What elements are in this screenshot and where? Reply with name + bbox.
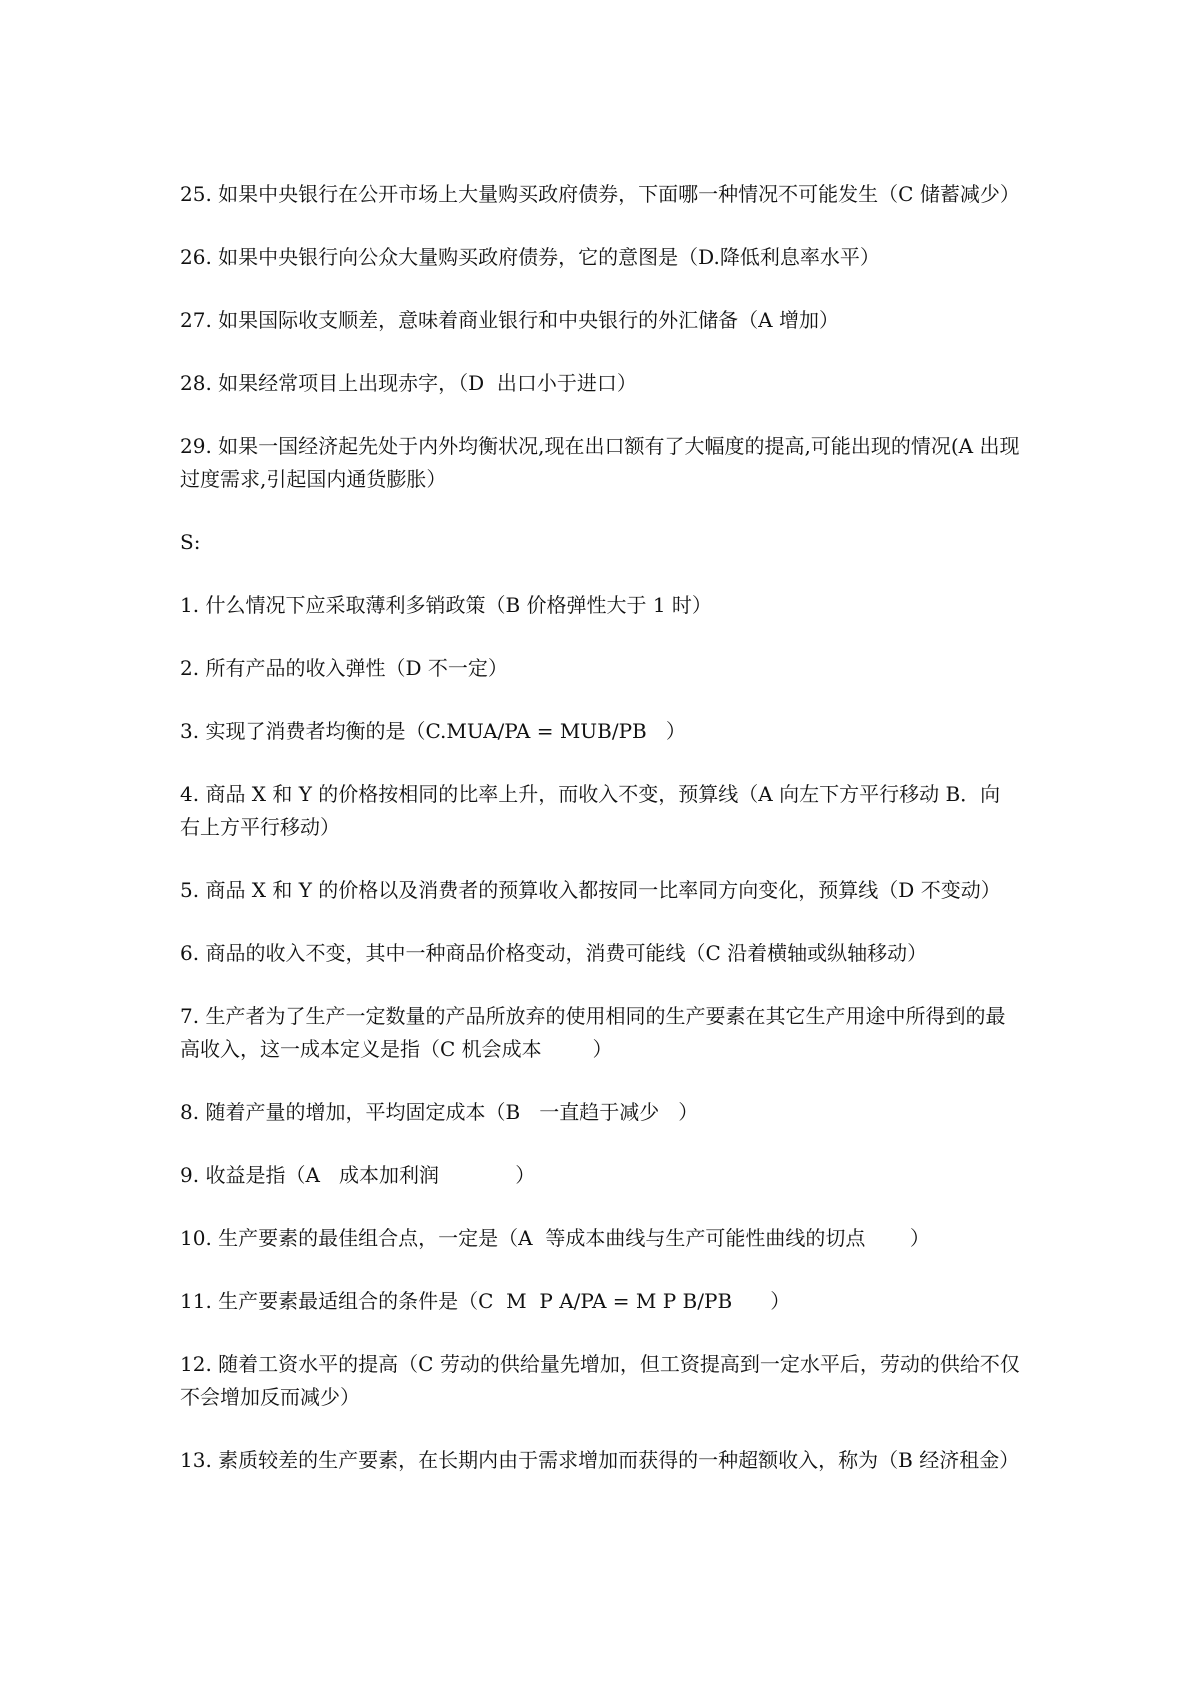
question-s5: 5. 商品 X 和 Y 的价格以及消费者的预算收入都按同一比率同方向变化，预算线（D 不变动）	[180, 878, 1001, 902]
question-28: 28. 如果经常项目上出现赤字，（D 出口小于进口）	[180, 371, 637, 395]
question-s9: 9. 收益是指（A 成本加利润 ）	[180, 1163, 536, 1187]
question-s13: 13. 素质较差的生产要素，在长期内由于需求增加而获得的一种超额收入，称为（B 经济租金）	[180, 1448, 1020, 1472]
question-27: 27. 如果国际收支顺差，意味着商业银行和中央银行的外汇储备（A 增加）	[180, 308, 839, 332]
question-s1: 1. 什么情况下应采取薄利多销政策（B 价格弹性大于 1 时）	[180, 593, 712, 617]
question-s4: 4. 商品 X 和 Y 的价格按相同的比率上升，而收入不变，预算线（A 向左下方平行移动 B．向右上方平行移动）	[180, 782, 1001, 839]
section-heading-s: S:	[180, 530, 201, 554]
question-s3: 3. 实现了消费者均衡的是（C.MUA/PA = MUB/PB ）	[180, 719, 686, 743]
question-s10: 10. 生产要素的最佳组合点，一定是（A 等成本曲线与生产可能性曲线的切点 ）	[180, 1226, 930, 1250]
question-s2: 2. 所有产品的收入弹性（D 不一定）	[180, 656, 508, 680]
question-25: 25. 如果中央银行在公开市场上大量购买政府债券，下面哪一种情况不可能发生（C 储蓄减少）	[180, 182, 1020, 206]
question-29: 29. 如果一国经济起先处于内外均衡状况,现在出口额有了大幅度的提高,可能出现的情况(A 出现过度需求,引起国内通货膨胀）	[180, 434, 1020, 491]
question-s11: 11. 生产要素最适组合的条件是（C M P A/PA = M P B/PB ）	[180, 1289, 791, 1313]
question-s8: 8. 随着产量的增加，平均固定成本（B 一直趋于减少 ）	[180, 1100, 699, 1124]
question-26: 26. 如果中央银行向公众大量购买政府债券，它的意图是（D.降低利息率水平）	[180, 245, 880, 269]
question-s12: 12. 随着工资水平的提高（C 劳动的供给量先增加，但工资提高到一定水平后，劳动的供给不仅不会增加反而减少）	[180, 1352, 1020, 1409]
document-body	[180, 178, 1020, 1507]
question-s6: 6. 商品的收入不变，其中一种商品价格变动，消费可能线（C 沿着横轴或纵轴移动）	[180, 941, 928, 965]
question-s7: 7. 生产者为了生产一定数量的产品所放弃的使用相同的生产要素在其它生产用途中所得到的最高收入，这一成本定义是指（C 机会成本 ）	[180, 1004, 1006, 1061]
